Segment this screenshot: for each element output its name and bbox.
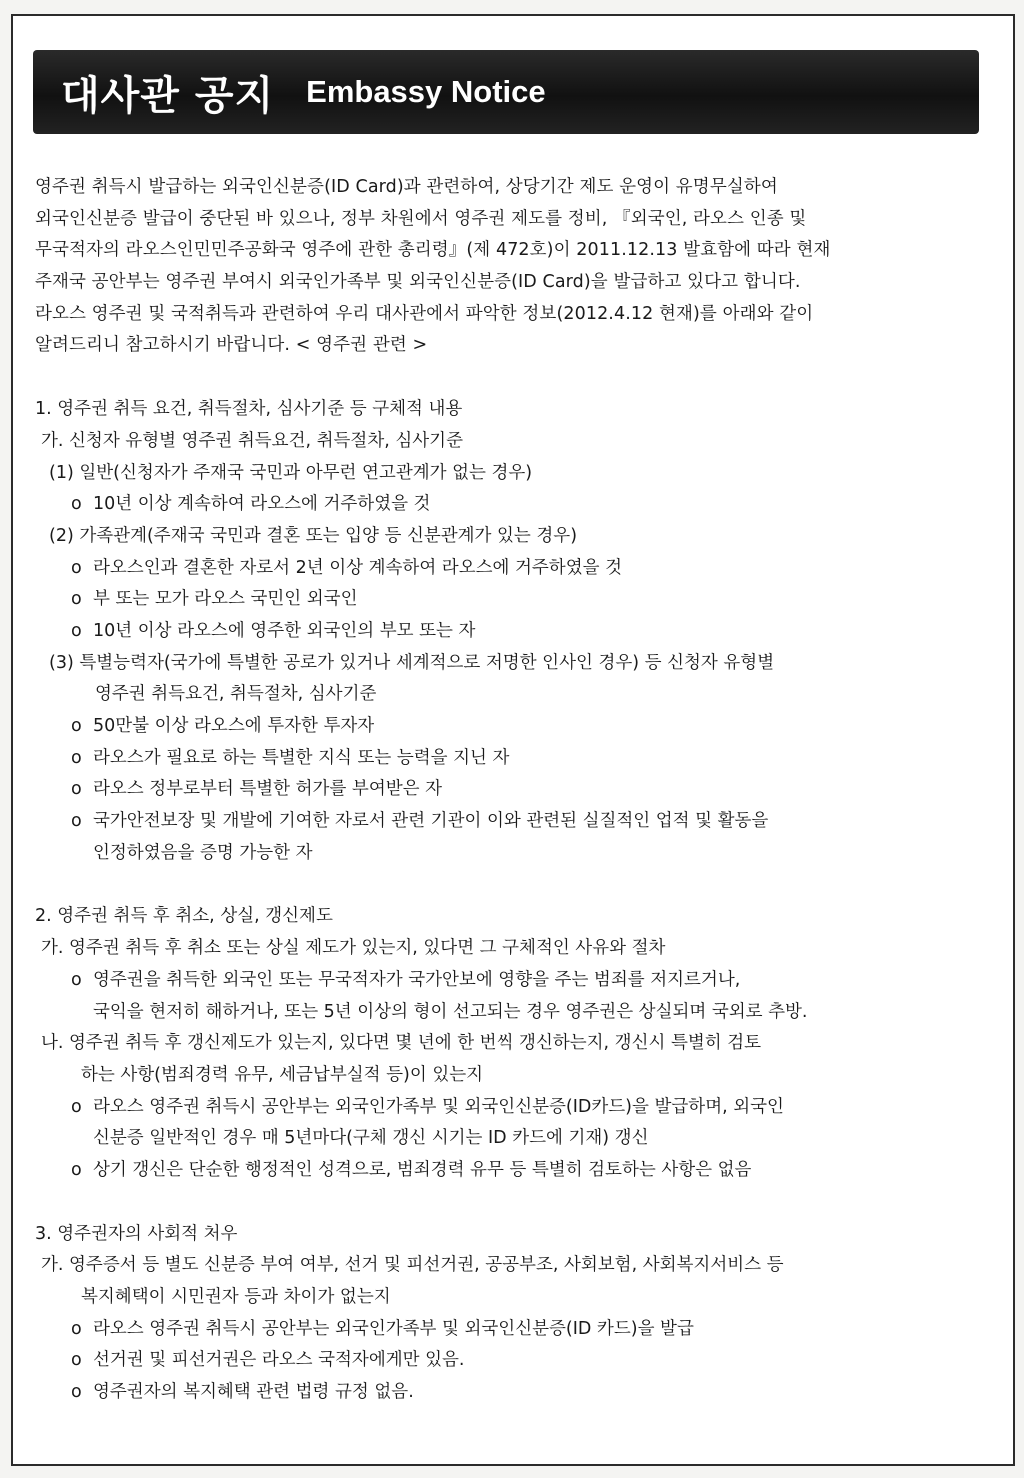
bullet-text: 10년 이상 라오스에 영주한 외국인의 부모 또는 자 — [93, 620, 476, 641]
notice-body — [35, 172, 985, 1409]
bullet-mark: o — [71, 1096, 82, 1117]
subsection-heading: 가. 영주증서 등 별도 신분증 부여 여부, 선거 및 피선거권, 공공부조, 사회보험, 사회복지서비스 등 — [41, 1255, 784, 1276]
subsection-heading: 가. 신청자 유형별 영주권 취득요건, 취득절차, 심사기준 — [41, 430, 463, 451]
bullet-item — [35, 743, 985, 775]
bullet-text: 10년 이상 계속하여 라오스에 거주하였을 것 — [93, 494, 431, 515]
bullet-mark: o — [71, 1159, 82, 1180]
section-heading: 3. 영주권자의 사회적 처우 — [35, 1223, 238, 1244]
bullet-item — [35, 1345, 985, 1377]
item-heading: (2) 가족관계(주재국 국민과 결혼 또는 입양 등 신분관계가 있는 경우) — [49, 525, 578, 546]
item-heading-continued: 영주권 취득요건, 취득절차, 심사기준 — [95, 684, 377, 705]
section-3 — [35, 1219, 985, 1409]
bullet-item — [35, 584, 985, 616]
bullet-text: 영주권을 취득한 외국인 또는 무국적자가 국가안보에 영향을 주는 범죄를 저지르거나, — [93, 969, 741, 990]
bullet-mark: o — [71, 969, 82, 990]
intro-line: 주재국 공안부는 영주권 부여시 외국인가족부 및 외국인신분증(ID Card)을 발급하고 있다고 합니다. — [35, 272, 801, 293]
bullet-text: 라오스가 필요로 하는 특별한 지식 또는 능력을 지닌 자 — [93, 747, 510, 768]
bullet-text: 라오스 영주권 취득시 공안부는 외국인가족부 및 외국인신분증(ID 카드)을 발급 — [93, 1318, 694, 1339]
bullet-item — [35, 711, 985, 743]
title-bar — [33, 50, 979, 134]
intro-line: 영주권 취득시 발급하는 외국인신분증(ID Card)과 관련하여, 상당기간 제도 운영이 유명무실하여 — [35, 177, 778, 197]
bullet-mark: o — [71, 494, 82, 515]
bullet-mark: o — [71, 589, 82, 610]
title-korean: 대사관 공지 — [61, 72, 275, 119]
item-heading: (3) 특별능력자(국가에 특별한 공로가 있거나 세계적으로 저명한 인사인 경우) 등 신청자 유형별 — [49, 652, 775, 673]
bullet-item — [35, 616, 985, 648]
bullet-mark: o — [71, 747, 82, 768]
notice-page — [11, 14, 1015, 1466]
intro-line: 무국적자의 라오스인민민주공화국 영주에 관한 총리령』(제 472호)이 2011.12.13 발효함에 따라 현재 — [35, 240, 831, 261]
intro-paragraph — [35, 172, 985, 362]
bullet-mark: o — [71, 779, 82, 800]
bullet-item — [35, 1092, 985, 1124]
bullet-item — [35, 1155, 985, 1187]
bullet-text: 상기 갱신은 단순한 행정적인 성격으로, 범죄경력 유무 등 특별히 검토하는 사항은 없음 — [93, 1159, 752, 1180]
bullet-item — [35, 806, 985, 838]
bullet-text-continued: 신분증 일반적인 경우 매 5년마다(구체 갱신 시기는 ID 카드에 기재) 갱신 — [93, 1128, 649, 1149]
section-heading: 1. 영주권 취득 요건, 취득절차, 심사기준 등 구체적 내용 — [35, 399, 463, 420]
intro-line: 알려드리니 참고하시기 바랍니다. < 영주권 관련 > — [35, 335, 428, 356]
bullet-item — [35, 1314, 985, 1346]
subsection-heading: 가. 영주권 취득 후 취소 또는 상실 제도가 있는지, 있다면 그 구체적인 사유와 절차 — [41, 938, 666, 959]
subsection-heading: 나. 영주권 취득 후 갱신제도가 있는지, 있다면 몇 년에 한 번씩 갱신하는지, 갱신시 특별히 검토 — [41, 1033, 762, 1054]
bullet-text-continued: 국익을 현저히 해하거나, 또는 5년 이상의 형이 선고되는 경우 영주권은 상실되며 국외로 추방. — [93, 1001, 808, 1022]
bullet-text: 국가안전보장 및 개발에 기여한 자로서 관련 기관이 이와 관련된 실질적인 업적 및 활동을 — [93, 811, 769, 832]
bullet-item — [35, 1377, 985, 1409]
item-heading: (1) 일반(신청자가 주재국 국민과 아무런 연고관계가 없는 경우) — [49, 462, 533, 483]
bullet-text: 50만불 이상 라오스에 투자한 투자자 — [93, 716, 375, 736]
bullet-text: 영주권자의 복지혜택 관련 법령 규정 없음. — [93, 1382, 414, 1403]
bullet-item — [35, 489, 985, 521]
bullet-item — [35, 965, 985, 997]
section-1 — [35, 394, 985, 869]
bullet-mark: o — [71, 1318, 82, 1339]
bullet-item — [35, 553, 985, 585]
bullet-mark: o — [71, 1382, 82, 1403]
bullet-mark: o — [71, 557, 82, 578]
bullet-text: 라오스인과 결혼한 자로서 2년 이상 계속하여 라오스에 거주하였을 것 — [93, 557, 622, 578]
title-english: Embassy Notice — [306, 74, 546, 109]
bullet-text: 라오스 영주권 취득시 공안부는 외국인가족부 및 외국인신분증(ID카드)을 발급하며, 외국인 — [93, 1096, 784, 1117]
bullet-text: 선거권 및 피선거권은 라오스 국적자에게만 있음. — [93, 1350, 465, 1371]
intro-line: 외국인신분증 발급이 중단된 바 있으나, 정부 차원에서 영주권 제도를 정비, 『외국인, 라오스 인종 및 — [35, 208, 807, 229]
bullet-mark: o — [71, 811, 82, 832]
bullet-text-continued: 인정하였음을 증명 가능한 자 — [93, 842, 313, 863]
section-2 — [35, 901, 985, 1186]
bullet-mark: o — [71, 716, 82, 736]
bullet-mark: o — [71, 620, 82, 641]
bullet-item — [35, 774, 985, 806]
bullet-text: 부 또는 모가 라오스 국민인 외국인 — [93, 589, 358, 610]
subsection-heading-continued: 하는 사항(범죄경력 유무, 세금납부실적 등)이 있는지 — [81, 1064, 484, 1085]
intro-line: 라오스 영주권 및 국적취득과 관련하여 우리 대사관에서 파악한 정보(2012.4.12 현재)를 아래와 같이 — [35, 303, 814, 324]
section-heading: 2. 영주권 취득 후 취소, 상실, 갱신제도 — [35, 906, 333, 927]
subsection-heading-continued: 복지혜택이 시민권자 등과 차이가 없는지 — [81, 1287, 391, 1307]
bullet-text: 라오스 정부로부터 특별한 허가를 부여받은 자 — [93, 779, 443, 800]
bullet-mark: o — [71, 1350, 82, 1371]
